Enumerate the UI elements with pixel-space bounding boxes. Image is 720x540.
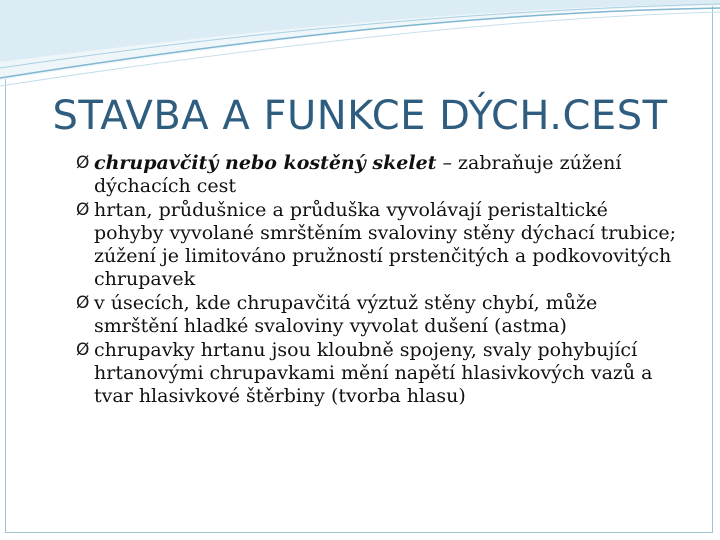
bullet-emphasis: chrupavčitý nebo kostěný skelet (94, 152, 437, 174)
arrow-bullet-icon: Ø (76, 340, 90, 360)
arrow-bullet-icon: Ø (76, 293, 90, 313)
arrow-bullet-icon: Ø (76, 200, 90, 220)
arrow-bullet-icon: Ø (76, 153, 90, 173)
header-swoosh-decoration (0, 0, 720, 90)
bullet-text: – zabraňuje zúžení dýchacích cest (94, 152, 622, 197)
bullet-text: hrtan, průdušnice a průduška vyvolávají peristaltické pohyby vyvolané smrštěním svaloviny stěny dýchací trubice; zúžení je limitováno pružností prstenčitých a podkovovitých chrupavek (94, 199, 677, 290)
bullet-item (78, 199, 678, 291)
bullet-text: v úsecích, kde chrupavčitá výztuž stěny chybí, může smrštění hladké svaloviny vyvolat dušení (astma) (94, 292, 598, 337)
slide-title: STAVBA A FUNKCE DÝCH.CEST (52, 93, 668, 139)
bullet-text: chrupavky hrtanu jsou kloubně spojeny, svaly pohybující hrtanovými chrupavkami mění napětí hlasivkových vazů a tvar hlasivkové štěrbiny (tvorba hlasu) (94, 339, 653, 407)
bullet-item (78, 339, 678, 408)
bullet-item (78, 292, 678, 338)
bullet-list (78, 152, 678, 409)
bullet-item (78, 152, 678, 198)
